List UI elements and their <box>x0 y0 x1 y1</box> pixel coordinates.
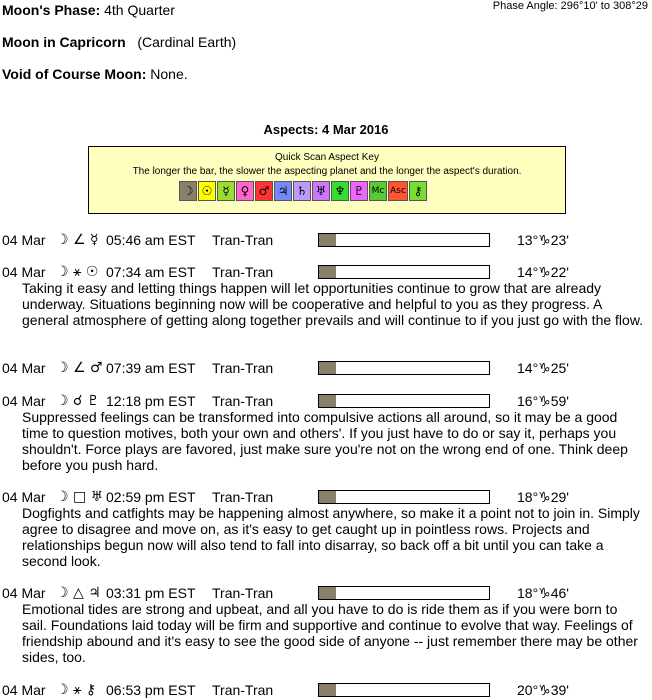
moon-phase-line <box>2 2 175 18</box>
moon-sign-label: Moon in Capricorn <box>2 34 126 50</box>
phase-angle: Phase Angle: 296°10' to 308°29 <box>492 0 648 12</box>
aspect-type: Tran-Tran <box>212 264 274 280</box>
aspect-symbols: ☽ ∠ ♂ <box>56 360 103 376</box>
pluto-icon: ♇ <box>350 181 368 201</box>
aspect-duration-bar <box>318 683 490 697</box>
aspect-type: Tran-Tran <box>212 682 274 698</box>
aspect-duration-bar <box>318 490 490 504</box>
void-course-line <box>2 66 188 82</box>
aspect-date: 04 Mar <box>2 585 46 601</box>
aspect-duration-fill <box>319 587 336 599</box>
aspect-date: 04 Mar <box>2 360 46 376</box>
aspect-key-subtitle: The longer the bar, the slower the aspecting planet and the longer the aspect's duration. <box>132 166 522 177</box>
aspect-date: 04 Mar <box>2 393 46 409</box>
aspect-degree: 13°♑23' <box>517 232 569 248</box>
aspects-title: Aspects: 4 Mar 2016 <box>263 122 389 137</box>
void-value: None. <box>150 66 188 82</box>
mercury-icon: ☿ <box>217 181 235 201</box>
aspect-time: 02:59 pm EST <box>106 489 196 505</box>
jupiter-icon: ♃ <box>274 181 292 201</box>
aspect-description: Emotional tides are strong and upbeat, and all you have to do is ride them as if you were born to sail. Foundations laid today will be firm and supportive and continue to evolve that way. Feelings of friendship abound and it's easy to see the good side of anyone -- just remember there may be other sides, too. <box>22 601 638 665</box>
aspect-duration-bar <box>318 394 490 408</box>
uranus-icon: ♅ <box>312 181 330 201</box>
aspect-type: Tran-Tran <box>212 360 274 376</box>
aspect-time: 07:39 am EST <box>106 360 196 376</box>
midheaven-icon: Mc <box>369 181 387 201</box>
aspect-degree: 14°♑22' <box>517 264 569 280</box>
aspect-description: Dogfights and catfights may be happening almost anywhere, so make it a point not to join in. Simply agree to disagree and move on, as it's easy to get caught up in pointless rows. Projects and relationships begun now will also tend to fall into disarray, so back off a bit until you can take a second look. <box>22 505 640 569</box>
aspect-duration-fill <box>319 684 336 696</box>
aspect-key-title: Quick Scan Aspect Key <box>275 152 379 163</box>
moon-sign-line <box>2 34 236 50</box>
aspect-date: 04 Mar <box>2 232 46 248</box>
moon-phase-label: Moon's Phase: <box>2 2 101 18</box>
aspect-type: Tran-Tran <box>212 232 274 248</box>
aspect-degree: 18°♑29' <box>517 489 569 505</box>
aspect-type: Tran-Tran <box>212 393 274 409</box>
aspect-degree: 14°♑25' <box>517 360 569 376</box>
aspect-degree: 18°♑46' <box>517 585 569 601</box>
aspect-duration-bar <box>318 265 490 279</box>
aspect-date: 04 Mar <box>2 489 46 505</box>
sun-icon: ☉ <box>198 181 216 201</box>
void-label: Void of Course Moon: <box>2 66 147 82</box>
aspect-type: Tran-Tran <box>212 585 274 601</box>
moon-phase-value: 4th Quarter <box>104 2 175 18</box>
aspect-date: 04 Mar <box>2 264 46 280</box>
aspect-symbols: ☽ ∠ ☿ <box>56 232 99 248</box>
aspect-duration-bar <box>318 586 490 600</box>
aspect-symbols: ☽ △ ♃ <box>56 585 101 601</box>
aspect-time: 06:53 pm EST <box>106 682 196 698</box>
aspect-symbols: ☽ ☌ ♇ <box>56 393 100 409</box>
mars-icon: ♂ <box>255 181 273 201</box>
aspect-time: 05:46 am EST <box>106 232 196 248</box>
aspect-type: Tran-Tran <box>212 489 274 505</box>
aspect-duration-fill <box>319 491 336 503</box>
aspect-symbols: ☽ □ ♅ <box>56 489 104 505</box>
planet-glyph-legend <box>179 181 428 201</box>
aspect-duration-bar <box>318 361 490 375</box>
aspect-duration-fill <box>319 362 336 374</box>
aspect-duration-bar <box>318 233 490 247</box>
ascendant-icon: Asc <box>388 181 408 201</box>
saturn-icon: ♄ <box>293 181 311 201</box>
aspect-duration-fill <box>319 234 336 246</box>
moon-icon: ☽ <box>179 181 197 201</box>
aspect-time: 12:18 pm EST <box>106 393 196 409</box>
aspect-symbols: ☽ ⚹ ☉ <box>56 264 99 280</box>
aspect-degree: 16°♑59' <box>517 393 569 409</box>
aspect-time: 07:34 am EST <box>106 264 196 280</box>
aspect-duration-fill <box>319 266 336 278</box>
moon-sign-detail: (Cardinal Earth) <box>137 34 237 50</box>
aspect-description: Taking it easy and letting things happen will let opportunities continue to grow that are already underway. Situations beginning now will be cooperative and helpful to you as they progress. A general atmosphere of getting along together prevails and will continue to if you just go with the flow. <box>22 280 644 328</box>
aspect-description: Suppressed feelings can be transformed into compulsive actions all around, so it may be a good time to question motives, both your own and others'. If you just have to do or say it, perhaps you shouldn't. Force plays are favored, just make sure you're not on the wrong end of one. Think deep before you push hard. <box>22 409 628 473</box>
venus-icon: ♀ <box>236 181 254 201</box>
neptune-icon: ♆ <box>331 181 349 201</box>
aspect-duration-fill <box>319 395 336 407</box>
aspect-degree: 20°♑39' <box>517 682 569 698</box>
aspect-key-box <box>88 146 566 214</box>
aspect-time: 03:31 pm EST <box>106 585 196 601</box>
chiron-icon: ⚷ <box>409 181 427 201</box>
aspect-date: 04 Mar <box>2 682 46 698</box>
aspect-symbols: ☽ ⚹ ⚷ <box>56 682 97 698</box>
